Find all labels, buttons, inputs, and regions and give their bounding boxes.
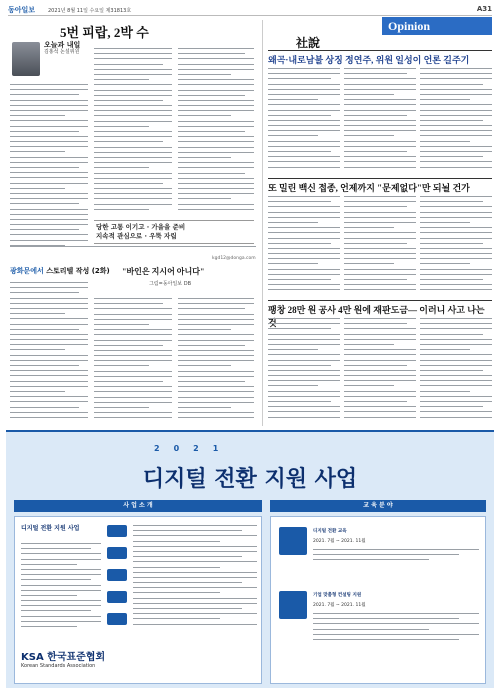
page-number: A31 (476, 5, 492, 13)
column-text-3 (178, 48, 254, 216)
column-text-1 (10, 84, 88, 256)
date-line: 2021년 8월 11일 수요일 제31813호 (48, 8, 132, 14)
ad-org-name: KSA 한국표준협회 (21, 652, 106, 663)
masthead (8, 4, 492, 16)
ed3-text-3 (420, 318, 492, 424)
author-photo (12, 42, 40, 76)
author-column-name: 오늘과 내일 (44, 41, 81, 49)
column2-kicker (10, 266, 110, 276)
ad-left-text (21, 543, 101, 633)
ad-right-header: 교 육 분 야 (270, 500, 486, 512)
ad-step-icon-2 (107, 547, 127, 559)
column2-headline: "바인은 지시어 아니다" (122, 267, 205, 276)
editorial-rule-2 (268, 178, 492, 179)
quote-line-3: 지속적 관심으로 (96, 232, 143, 240)
ad-edu-icon-2 (279, 591, 307, 619)
column-signature: kgd12@donga.com (212, 256, 256, 261)
quote-line-2: 가을을 준비 (151, 223, 186, 231)
editorial-rule-top (268, 50, 492, 51)
column-text-2 (94, 48, 172, 216)
column-divider (262, 20, 263, 426)
editorial-1-title: 왜곡·내로남불 상징 정연주, 위원 일성이 언론 길주기 (268, 55, 470, 65)
author-box (44, 42, 80, 56)
ad-right-panel (270, 516, 486, 684)
column2-author: 스토리텔 작성 (46, 267, 90, 275)
column2-text-3 (178, 298, 254, 424)
ad-left-header: 사 업 소 개 (14, 500, 262, 512)
column-title: 5번 피랍, 2박 수 (60, 25, 149, 40)
column-text-tail (10, 246, 256, 256)
column2-text-2 (94, 298, 172, 424)
ad-left-box-title: 디지털 전환 지원 사업 (21, 525, 80, 532)
ad-step-icon-1 (107, 525, 127, 537)
author-sub: 김홍석 논설위원 (44, 49, 80, 55)
ad-org-sub: Korean Standards Association (21, 663, 96, 669)
ad-edu-icon-1 (279, 527, 307, 555)
ad-title: 디지털 전환 지원 사업 (142, 467, 358, 492)
ad-year: 2021 (154, 444, 233, 453)
quote-line-1: 당한 고통 이기고 (96, 223, 145, 231)
ad-r4: 2021. 7월 ~ 2021. 11월 (313, 603, 366, 608)
advertisement[interactable] (6, 430, 494, 688)
ad-org-logo (21, 648, 105, 669)
editorial-rule-3 (268, 300, 492, 301)
ed2-text-2 (344, 196, 416, 296)
ed2-text-1 (268, 196, 340, 296)
ad-r1: 디지털 전환 교육 (313, 529, 347, 534)
column2-tag: 광화문에서 (10, 267, 44, 275)
ad-r-text-1 (313, 549, 479, 579)
column2-sub: (2화) (91, 267, 110, 275)
section-label: Opinion (382, 17, 492, 35)
ad-step-text (133, 525, 257, 635)
ed3-text-2 (344, 318, 416, 424)
ed3-text-1 (268, 318, 340, 424)
ed1-text-2 (344, 68, 416, 172)
ad-left-panel (14, 516, 262, 684)
ad-step-icon-4 (107, 591, 127, 603)
ed1-text-3 (420, 68, 492, 172)
ad-step-icon-5 (107, 613, 127, 625)
ad-r3: 기업 맞춤형 컨설팅 지원 (313, 593, 362, 598)
pull-quote: 당한 고통 이기고 · 가을을 준비 지속적 관심으로 · 우뚝 자립 (94, 220, 254, 244)
column2-note: 그림=동아일보 DB (148, 281, 192, 287)
ed1-text-1 (268, 68, 340, 172)
paper-logo: 동아일보 (8, 6, 36, 14)
ad-step-icon-3 (107, 569, 127, 581)
editorial-3-title: 팽창 28만 원 공사 4만 원에 재판도금— 이러니 사고 나는 (268, 305, 485, 315)
ad-r2: 2021. 7월 ~ 2021. 11월 (313, 539, 366, 544)
editorial-label: 社說 (296, 36, 321, 50)
ed2-text-3 (420, 196, 492, 296)
quote-line-4: 우뚝 자립 (149, 232, 177, 240)
column2-text-1 (10, 282, 88, 424)
ad-r-text-2 (313, 613, 479, 673)
editorial-2-title: 또 밀린 백신 접종, 언제까지 "문제없다"만 되뇔 건가 (268, 183, 470, 193)
